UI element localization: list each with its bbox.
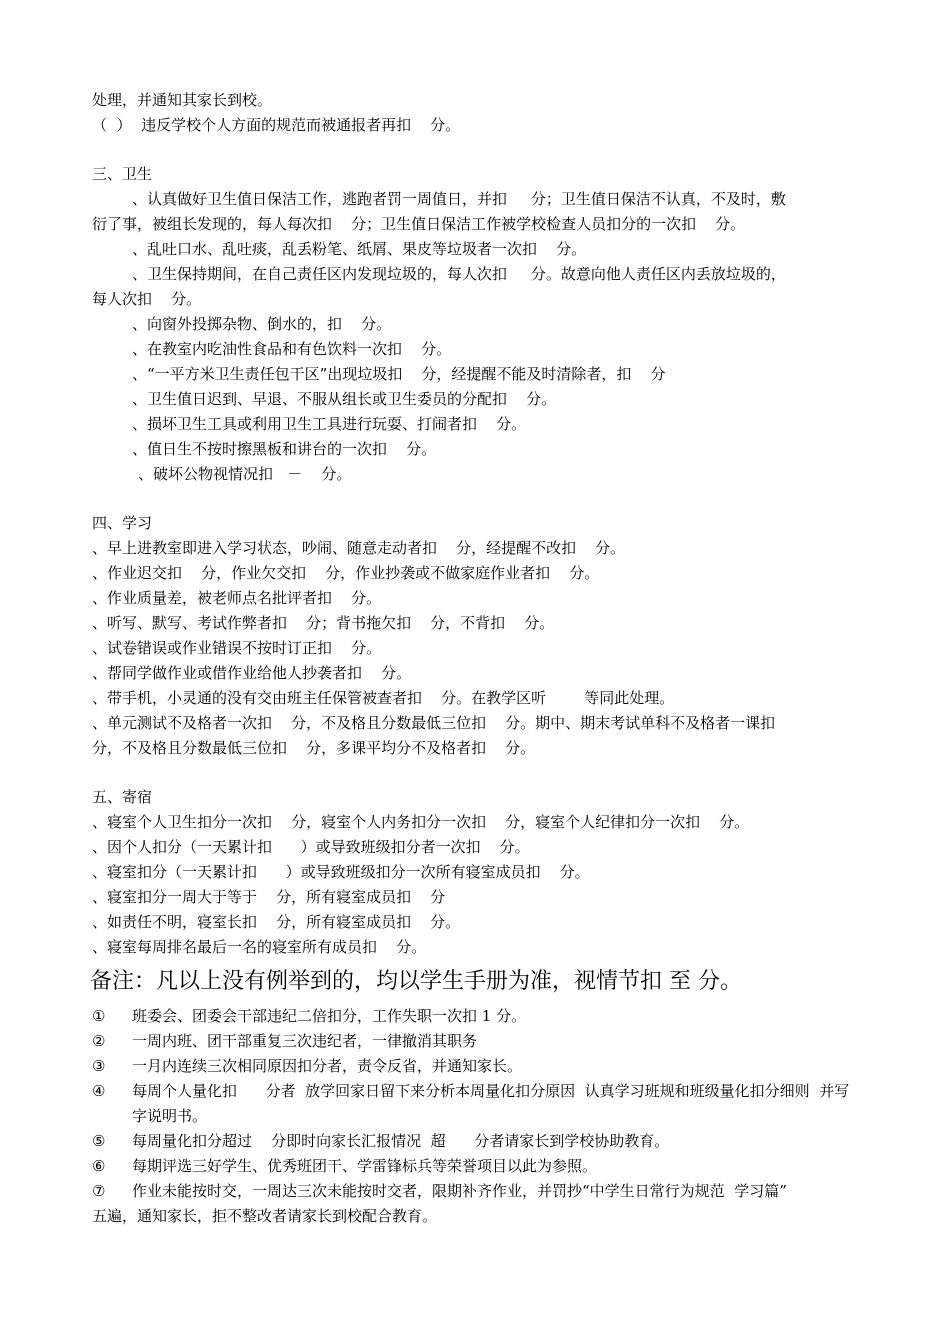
- list-item: 、早上进教室即进入学习状态，吵闹、随意走动者扣 分，经提醒不改扣 分。: [92, 539, 626, 557]
- item-text: 每周量化扣分超过 分即时向家长汇报情况 超 分者请家长到学校协助教育。: [132, 1132, 670, 1150]
- item-text: 每期评选三好学生、优秀班团干、学雷锋标兵等荣誉项目以此为参照。: [132, 1157, 598, 1175]
- list-item: 、破坏公物视情况扣 － 分。: [138, 465, 352, 483]
- list-item: 、向窗外投掷杂物、倒水的，扣 分。: [132, 315, 392, 333]
- item-number: ①: [92, 1007, 106, 1025]
- list-item: 、作业质量差，被老师点名批评者扣 分。: [92, 589, 382, 607]
- numbered-item: [92, 1004, 872, 1029]
- list-item: 、在教室内吃油性食品和有色饮料一次扣 分。: [132, 340, 452, 358]
- list-item: 、乱吐口水、乱吐痰，乱丢粉笔、纸屑、果皮等垃圾者一次扣 分。: [132, 240, 587, 258]
- list-item: 、卫生值日迟到、早退、不服从组长或卫生委员的分配扣 分。: [132, 390, 557, 408]
- list-item: 、值日生不按时擦黑板和讲台的一次扣 分。: [132, 440, 437, 458]
- item-number: ⑦: [92, 1182, 106, 1200]
- numbered-item: [92, 1179, 872, 1204]
- numbered-item: [92, 1129, 872, 1154]
- list-item: 、寝室扣分一周大于等于 分，所有寝室成员扣 分: [92, 888, 446, 906]
- item-text: 每周个人量化扣 分者 放学回家日留下来分析本周量化扣分原因 认真学习班规和班级量化扣分细则 并写 字说明书。: [132, 1082, 888, 1125]
- item-text: 一月内连续三次相同原因扣分者，责令反省，并通知家长。: [132, 1057, 523, 1075]
- document-page: [90, 88, 888, 1229]
- list-item: 、卫生保持期间，在自己责任区内发现垃圾的，每人次扣 分。故意向他人责任区内丢放垃圾的，: [132, 265, 786, 283]
- item-text: 一周内班、团干部重复三次违纪者，一律撤消其职务: [132, 1032, 478, 1050]
- remark-note: 备注：凡以上没有例举到的，均以学生手册为准，视情节扣 至 分。: [90, 969, 742, 994]
- item-number: ③: [92, 1057, 106, 1075]
- list-item: 、损坏卫生工具或利用卫生工具进行玩耍、打闹者扣 分。: [132, 415, 527, 433]
- text-line: 处理，并通知其家长到校。: [92, 91, 273, 109]
- list-item: 、寝室每周排名最后一名的寝室所有成员扣 分。: [92, 938, 427, 956]
- list-item: 、“一平方米卫生责任包干区”出现垃圾扣 分，经提醒不能及时清除者，扣 分: [132, 365, 666, 383]
- section-heading-hygiene: 三、卫生: [92, 165, 153, 183]
- list-item: 分，不及格且分数最低三位扣 分，多课平均分不及格者扣 分。: [92, 739, 536, 757]
- item-number: ⑥: [92, 1157, 106, 1175]
- numbered-item: [92, 1154, 872, 1179]
- item-text: 作业未能按时交，一周达三次未能按时交者，限期补齐作业，并罚抄“中学生日常行为规范 学习篇”: [132, 1182, 787, 1200]
- list-item: 、试卷错误或作业错误不按时订正扣 分。: [92, 639, 382, 657]
- list-item: 、作业迟交扣 分，作业欠交扣 分，作业抄袭或不做家庭作业者扣 分。: [92, 564, 600, 582]
- list-item: 、带手机，小灵通的没有交由班主任保管被查者扣 分。在教学区听 等同此处理。: [92, 689, 675, 707]
- list-item: 、认真做好卫生值日保洁工作，逃跑者罚一周值日，并扣 分；卫生值日保洁不认真，不及时，敷: [132, 190, 786, 208]
- section-heading-dorm: 五、寄宿: [92, 788, 153, 806]
- text-line: （ ） 违反学校个人方面的规范而被通报者再扣 分。: [92, 116, 461, 134]
- item-number: ④: [92, 1082, 106, 1100]
- numbered-item: [92, 1029, 872, 1054]
- list-item: 、单元测试不及格者一次扣 分，不及格且分数最低三位扣 分。期中、期末考试单科不及格者一课扣: [92, 714, 776, 732]
- numbered-item: [92, 1079, 888, 1129]
- list-item: 、寝室扣分（一天累计扣 ）或导致班级扣分一次所有寝室成员扣 分。: [92, 863, 590, 881]
- text-line: 五遍，通知家长，拒不整改者请家长到校配合教育。: [92, 1207, 438, 1225]
- list-item: 、因个人扣分（一天累计扣 ）或导致班级扣分者一次扣 分。: [92, 838, 530, 856]
- list-item: 、听写、默写、考试作弊者扣 分；背书拖欠扣 分，不背扣 分。: [92, 614, 555, 632]
- list-item: 每人次扣 分。: [92, 290, 202, 308]
- section-heading-study: 四、学习: [92, 514, 153, 532]
- numbered-item: [92, 1054, 872, 1079]
- item-text: 班委会、团委会干部违纪二倍扣分，工作失职一次扣 1 分。: [132, 1007, 527, 1025]
- item-number: ⑤: [92, 1132, 106, 1150]
- list-item: 、如责任不明，寝室长扣 分，所有寝室成员扣 分。: [92, 913, 461, 931]
- list-item: 、帮同学做作业或借作业给他人抄袭者扣 分。: [92, 664, 412, 682]
- item-number: ②: [92, 1032, 106, 1050]
- list-item: 、寝室个人卫生扣分一次扣 分，寝室个人内务扣分一次扣 分，寝室个人纪律扣分一次扣 分。: [92, 813, 750, 831]
- list-item: 衍了事，被组长发现的，每人每次扣 分；卫生值日保洁工作被学校检查人员扣分的一次扣 分。: [92, 215, 746, 233]
